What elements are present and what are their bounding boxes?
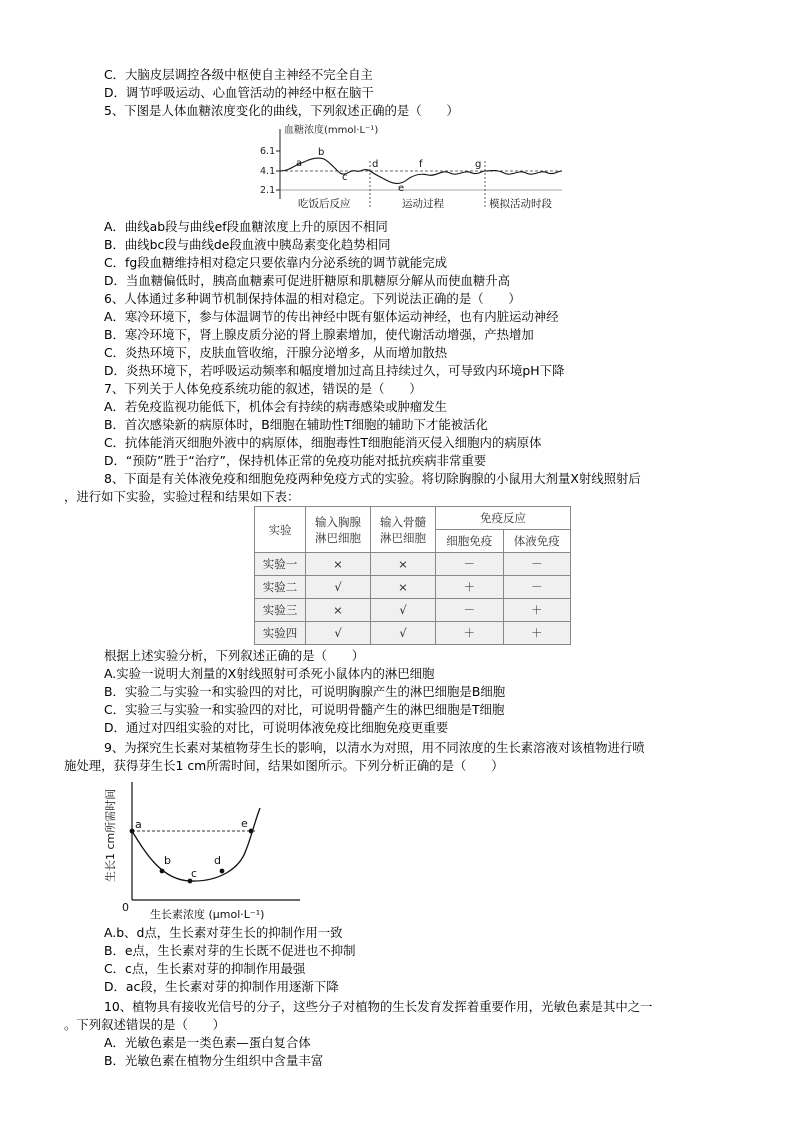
option-c-q9: C．c点，生长素对芽的抑制作用最强 [104,961,306,976]
row-label: 实验三 [255,599,306,622]
option-a-q7: A．若免疫监视功能低下，机体会有持续的病毒感染或肿瘤发生 [104,399,448,414]
y-axis-label: 血糖浓度(mmol·L⁻¹) [284,125,379,136]
question-9: 9、为探究生长素对某植物芽生长的影响，以清水为对照，用不同浓度的生长素溶液对该植物进行喷 [104,740,645,755]
question-7: 7、下列关于人体免疫系统功能的叙述，错误的是（ ） [104,381,422,396]
curve-point-e: e [398,183,405,194]
table-cell: × [371,553,436,576]
table-cell: － [503,553,571,576]
option-d-q8: D．通过对四组实验的对比，可说明体液免疫比细胞免疫更重要 [104,720,449,735]
point-label-a: a [135,818,142,831]
experiment-table [254,506,571,645]
option-b-q9: B．e点，生长素对芽的生长既不促进也不抑制 [104,943,356,958]
question-10-cont: 。下列叙述错误的是（ ） [64,1017,226,1032]
question-10: 10、植物具有接收光信号的分子，这些分子对植物的生长发育发挥着重要作用，光敏色素是其中之一 [104,999,653,1014]
table-cell: × [306,553,371,576]
curve-point-f: f [419,159,423,170]
table-cell: √ [306,576,371,599]
option-d-q6: D．炎热环境下，若呼吸运动频率和幅度增加过高且持续过久，可导致内环境pH下降 [104,363,565,378]
point-a [130,829,135,834]
table-cell: ＋ [503,599,571,622]
option-a-q5: A．曲线ab段与曲线ef段血糖浓度上升的原因不相同 [104,219,388,234]
question-5: 5、下图是人体血糖浓度变化的曲线，下列叙述正确的是（ ） [104,103,459,118]
row-label: 实验四 [255,622,306,645]
table-cell: ＋ [503,622,571,645]
curve-point-g: g [475,159,482,170]
table-cell: － [503,576,571,599]
table-cell: √ [306,622,371,645]
header-experiment: 实验 [255,507,306,553]
header-thymus: 输入胸腺 淋巴细胞 [306,507,371,553]
option-b-q5: B．曲线bc段与曲线de段血液中胰岛素变化趋势相同 [104,237,391,252]
point-d [220,869,225,874]
question-8-cont: ，进行如下实验，实验过程和结果如下表： [64,489,300,504]
table-row [255,576,571,599]
option-d-q9: D．ac段，生长素对芽的抑制作用逐渐下降 [104,979,339,994]
y-tick-label: 2.1 [260,185,276,196]
table-cell: √ [371,599,436,622]
point-b [160,869,165,874]
table-cell: √ [371,622,436,645]
option-c-q5: C．fg段血糖维持相对稳定只要依靠内分泌系统的调节就能完成 [104,255,448,270]
table-cell: ＋ [436,576,504,599]
curve-point-a: a [296,158,303,169]
auxin-figure [100,778,310,924]
segment-label: 模拟活动时段 [489,198,552,210]
option-d-q7: D．“预防”胜于“治疗”，保持机体正常的免疫功能对抵抗疾病非常重要 [104,453,487,468]
point-label-c: c [191,867,198,880]
option-a-q6: A．寒冷环境下，参与体温调节的传出神经中既有躯体运动神经，也有内脏运动神经 [104,309,559,324]
row-label: 实验一 [255,553,306,576]
point-e [249,829,254,834]
question-8-prompt: 根据上述实验分析，下列叙述正确的是（ ） [104,648,365,663]
segment-label: 吃饭后反应 [298,198,351,210]
option-d-q5: D．当血糖偏低时，胰高血糖素可促进肝糖原和肌糖原分解从而使血糖升高 [104,273,511,288]
table-row [255,599,571,622]
option-c-q7: C．抗体能消灭细胞外液中的病原体，细胞毒性T细胞能消灭侵入细胞内的病原体 [104,435,542,450]
blood-glucose-figure [256,121,566,213]
y-tick-label: 6.1 [260,146,276,157]
option-a-q10: A．光敏色素是一类色素—蛋白复合体 [104,1035,311,1050]
table-row [255,553,571,576]
point-label-e: e [241,817,248,830]
table-row [255,622,571,645]
table-cell: － [436,553,504,576]
header-humoral: 体液免疫 [503,530,571,553]
option-b-q8: B．实验二与实验一和实验四的对比，可说明胸腺产生的淋巴细胞是B细胞 [104,684,506,699]
curve-point-c: c [342,172,348,183]
segment-label: 运动过程 [402,198,444,210]
question-9-cont: 施处理，获得芽生长1 cm所需时间，结果如图所示。下列分析正确的是（ ） [64,758,504,773]
option-c-q6: C．炎热环境下，皮肤血管收缩，汗腺分泌增多，从而增加散热 [104,345,448,360]
table-cell: × [306,599,371,622]
option-a-q8: A.实验一说明大剂量的X射线照射可杀死小鼠体内的淋巴细胞 [104,666,435,681]
header-marrow: 输入骨髓 淋巴细胞 [371,507,436,553]
row-label: 实验二 [255,576,306,599]
origin-label: 0 [122,901,129,914]
point-label-b: b [164,854,171,867]
table-cell: － [436,599,504,622]
header-immune: 免疫反应 [436,507,571,530]
curve-point-b: b [318,147,325,158]
option-c-q4: C．大脑皮层调控各级中枢使自主神经不完全自主 [104,67,373,82]
option-c-q8: C．实验三与实验一和实验四的对比，可说明骨髓产生的淋巴细胞是T细胞 [104,702,505,717]
option-d-q4: D．调节呼吸运动、心血管活动的神经中枢在脑干 [104,85,374,100]
table-cell: ＋ [436,622,504,645]
point-label-d: d [214,854,221,867]
option-a-q9: A.b、d点，生长素对芽生长的抑制作用一致 [104,925,343,940]
curve-point-d: d [372,159,379,170]
table-cell: × [371,576,436,599]
option-b-q7: B．首次感染新的病原体时，B细胞在辅助性T细胞的辅助下才能被活化 [104,417,488,432]
question-8: 8、下面是有关体液免疫和细胞免疫两种免疫方式的实验。将切除胸腺的小鼠用大剂量X射线照射后 [104,471,641,486]
option-b-q6: B．寒冷环境下，肾上腺皮质分泌的肾上腺素增加，使代谢活动增强，产热增加 [104,327,534,342]
header-cellular: 细胞免疫 [436,530,504,553]
option-b-q10: B．光敏色素在植物分生组织中含量丰富 [104,1053,324,1068]
y-tick-label: 4.1 [260,166,276,177]
x-axis-label: 生长素浓度 (μmol·L⁻¹) [150,908,265,921]
question-6: 6、人体通过多种调节机制保持体温的相对稳定。下列说法正确的是（ ） [104,291,521,306]
y-axis-label: 生长1 cm所需时间 [104,788,117,882]
